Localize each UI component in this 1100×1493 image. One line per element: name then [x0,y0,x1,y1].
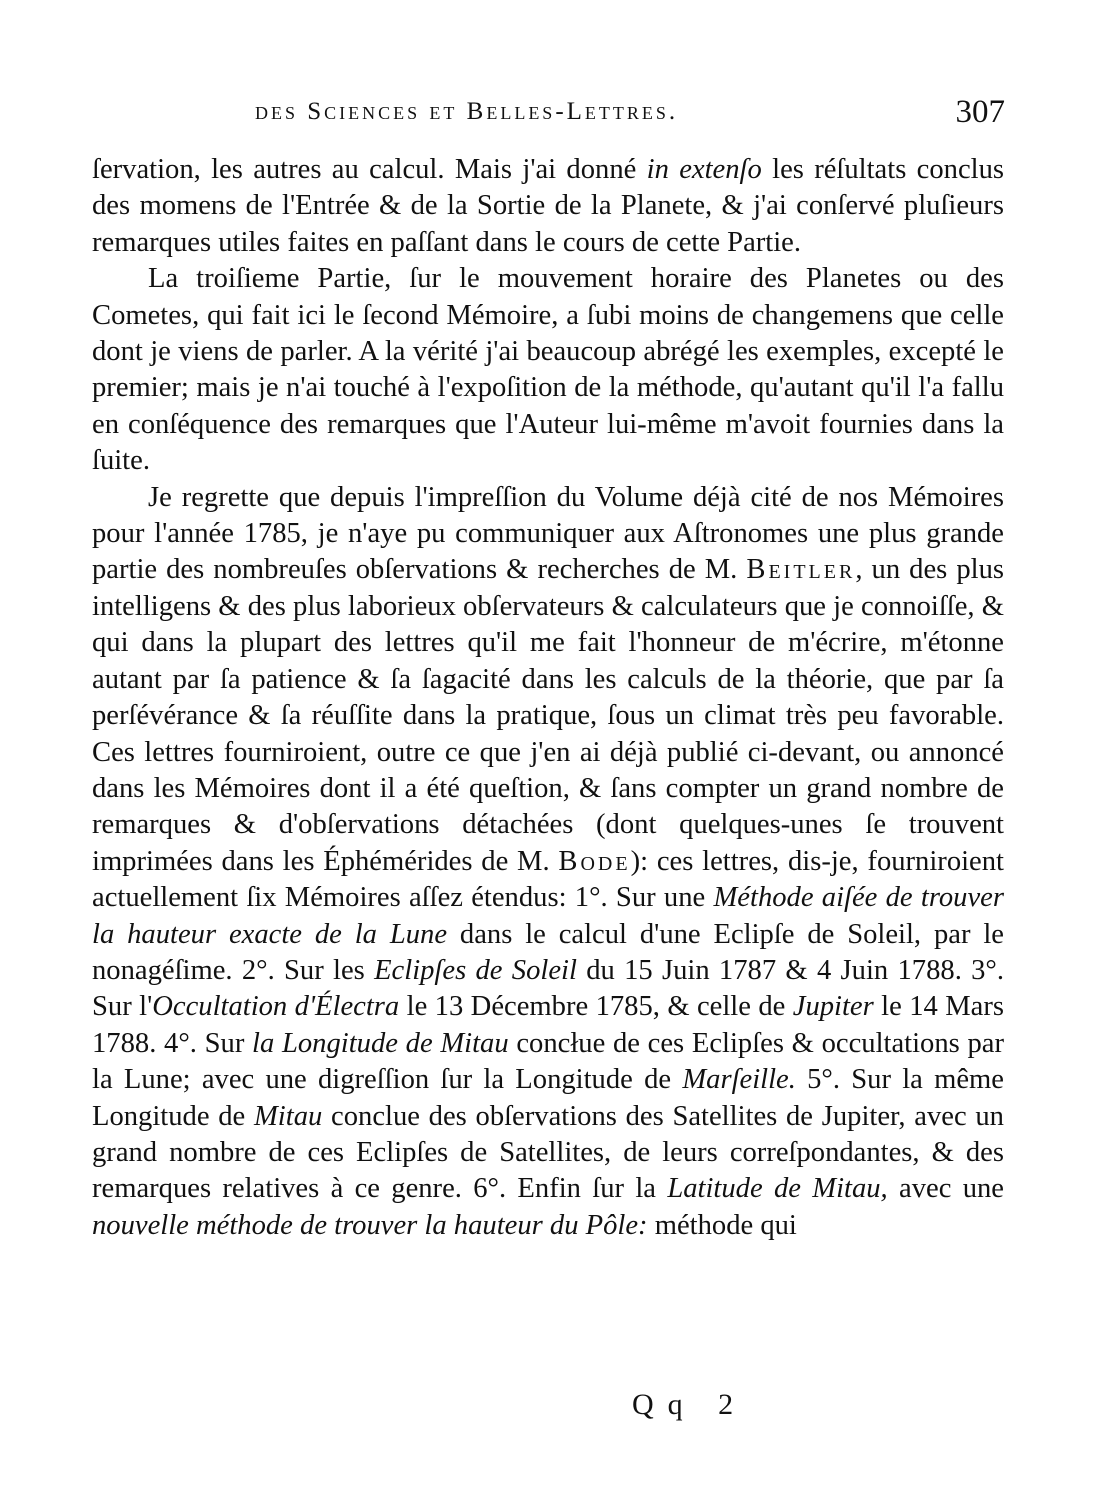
signature-mark: Qq 2 [632,1388,748,1421]
body-text [92,152,1004,1244]
running-title: des Sciences et Belles-Lettres. [255,98,679,125]
paragraph-beitler: Je regrette que depuis l'impreſſion du Volume déjà cité de nos Mémoires pour l'année 1785, je n'aye pu communiquer aux Aſtronomes une plus grande partie des nombreuſes obſervations & recherches de M. Beitler, un des plus intelligens & des plus laborieux obſervateurs & calculateurs que je connoiſſe, & qui dans la plupart des lettres qu'il me fait l'honneur de m'écrire, m'étonne autant par ſa patience & ſa ſagacité dans les calculs de la théorie, que par ſa perſévérance & ſa réuſſite dans la pratique, ſous un climat très peu favorable. Ces lettres fourniroient, outre ce que j'en ai déjà publié ci-devant, ou annoncé dans les Mémoires dont il a été queſtion, & ſans compter un grand nombre de remarques & d'obſervations détachées (dont quelques-unes ſe trouvent imprimées dans les Éphémérides de M. Bode): ces lettres, dis-je, fourniroient actuellement ſix Mémoires aſſez étendus: 1°. Sur une Méthode aiſée de trouver la hauteur exacte de la Lune dans le calcul d'une Eclipſe de Soleil, par le nonagéſime. 2°. Sur les Eclipſes de Soleil du 15 Juin 1787 & 4 Juin 1788. 3°. Sur l'Occultation d'Électra le 13 Décembre 1785, & celle de Jupiter le 14 Mars 1788. 4°. Sur la Longitude de Mitau concłue de ces Eclipſes & occultations par la Lune; avec une digreſſion ſur la Longitude de Marſeille. 5°. Sur la même Longitude de Mitau conclue des obſervations des Satellites de Jupiter, avec un grand nombre de ces Eclipſes de Satellites, de leurs correſpondantes, & des remarques relatives à ce genre. 6°. Enfin ſur la Latitude de Mitau, avec une nouvelle méthode de trouver la hauteur du Pôle: méthode qui [92,481,1005,1241]
paragraph-third-part: La troiſieme Partie, ſur le mouvement horaire des Planetes ou des Cometes, qui fait ici le ſecond Mémoire, a ſubi moins de changemens que celle dont je viens de parler. A la vérité j'ai beaucoup abrégé les exemples, excepté le premier; mais je n'ai touché à l'expoſition de la méthode, qu'autant qu'il l'a fallu en conſéquence des remarques que l'Auteur lui-même m'avoit fournies dans la ſuite. [92,263,1004,477]
page-number: 307 [955,94,1005,130]
page-header [255,94,1005,142]
name-beitler: Beitler [746,554,856,586]
paragraph-continuation: ſervation, les autres au calcul. Mais j'ai donné in extenſo les réſultats conclus des momens de l'Entrée & de la Sortie de la Planete, & j'ai conſervé pluſieurs remarques utiles faites en paſſant dans le cours de cette Partie. [92,154,1004,258]
name-bode: Bode [558,845,631,877]
